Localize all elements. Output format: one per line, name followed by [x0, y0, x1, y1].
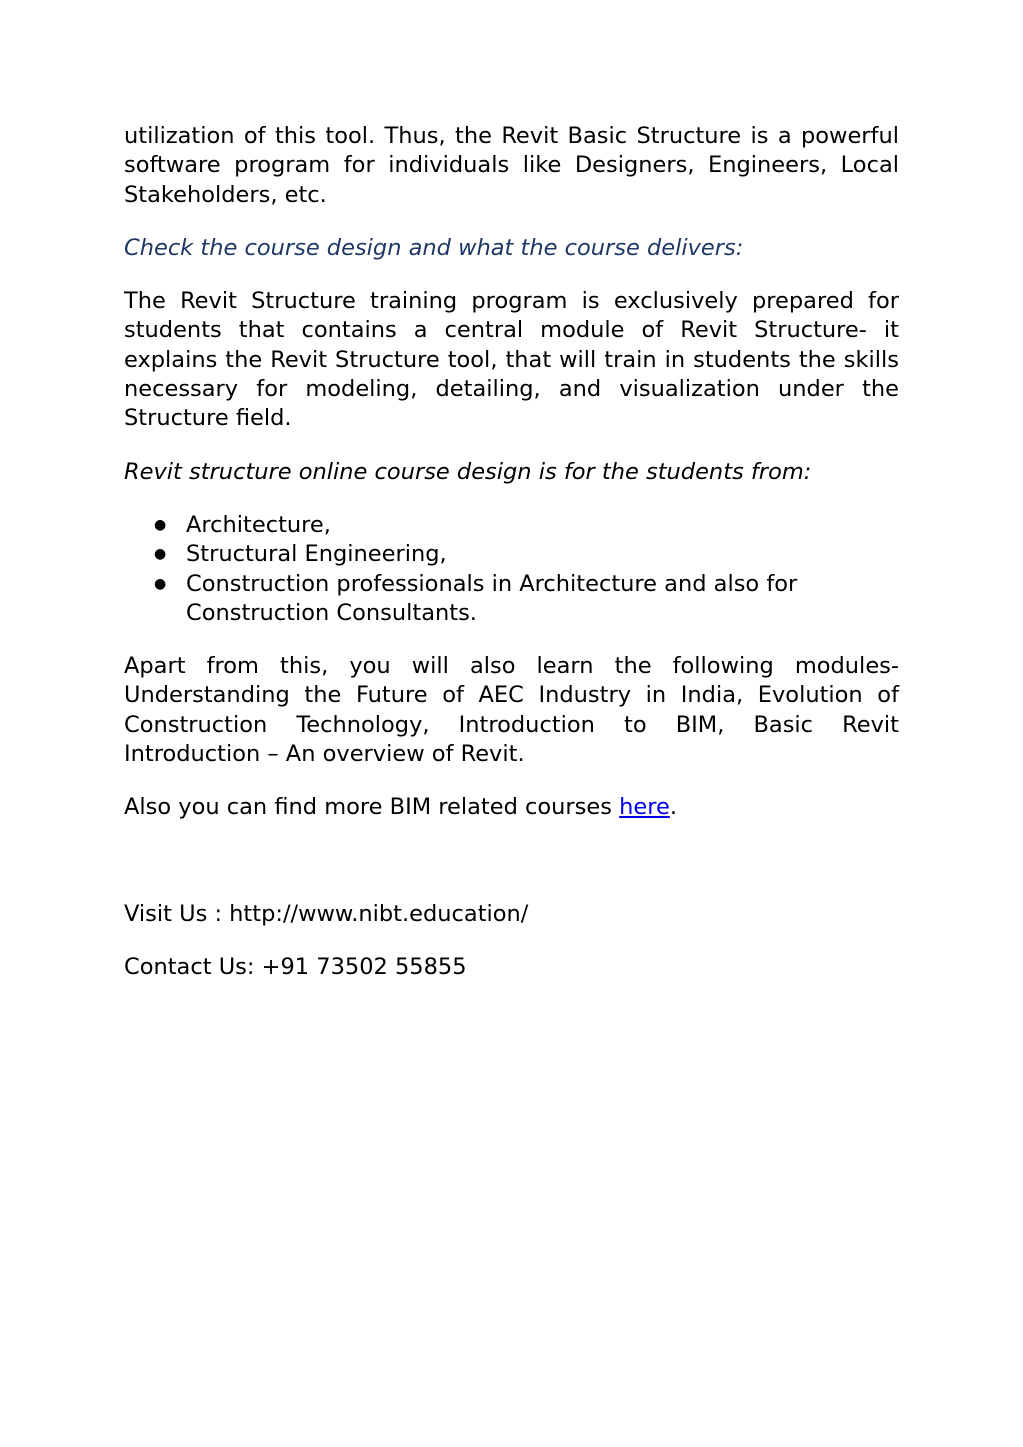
intro-paragraph: utilization of this tool. Thus, the Revit Basic Structure is a powerful software program for individuals like Designers, Engineers, Local Stakeholders, etc.	[124, 123, 899, 208]
contact-us-line: Contact Us: +91 73502 55855	[124, 953, 467, 980]
visit-us-line: Visit Us : http://www.nibt.education/	[124, 900, 529, 927]
bullet-icon: ●	[154, 516, 167, 533]
more-courses-suffix: .	[669, 794, 677, 821]
spacer	[124, 847, 899, 900]
more-courses-line	[124, 793, 899, 822]
bullet-icon: ●	[154, 546, 167, 563]
list-item-text: Construction professionals in Architecture and also for Construction Consultants.	[186, 570, 798, 626]
training-paragraph: The Revit Structure training program is exclusively prepared for students that contains a central module of Revit Structure- it explains the Revit Structure tool, that will train in students the skills necessary for modeling, detailing, and visualization under the Structure field.	[124, 288, 899, 432]
list-item-text: Structural Engineering,	[186, 541, 447, 568]
list-item-text: Architecture,	[186, 511, 331, 538]
list-item	[124, 511, 899, 540]
list-item	[124, 540, 899, 569]
student-groups-list	[124, 511, 899, 628]
students-heading: Revit structure online course design is for the students from:	[124, 458, 812, 485]
list-item	[124, 570, 899, 629]
here-link[interactable]: here	[619, 794, 670, 821]
document-page	[124, 122, 899, 1006]
modules-paragraph: Apart from this, you will also learn the following modules- Understanding the Future of AEC Industry in India, Evolution of Construction Technology, Introduction to BIM, Basic Revit Introduction – An overview of Revit.	[124, 653, 899, 768]
more-courses-prefix: Also you can find more BIM related courses	[124, 794, 620, 821]
course-design-heading: Check the course design and what the course delivers:	[124, 234, 744, 261]
bullet-icon: ●	[154, 575, 167, 592]
